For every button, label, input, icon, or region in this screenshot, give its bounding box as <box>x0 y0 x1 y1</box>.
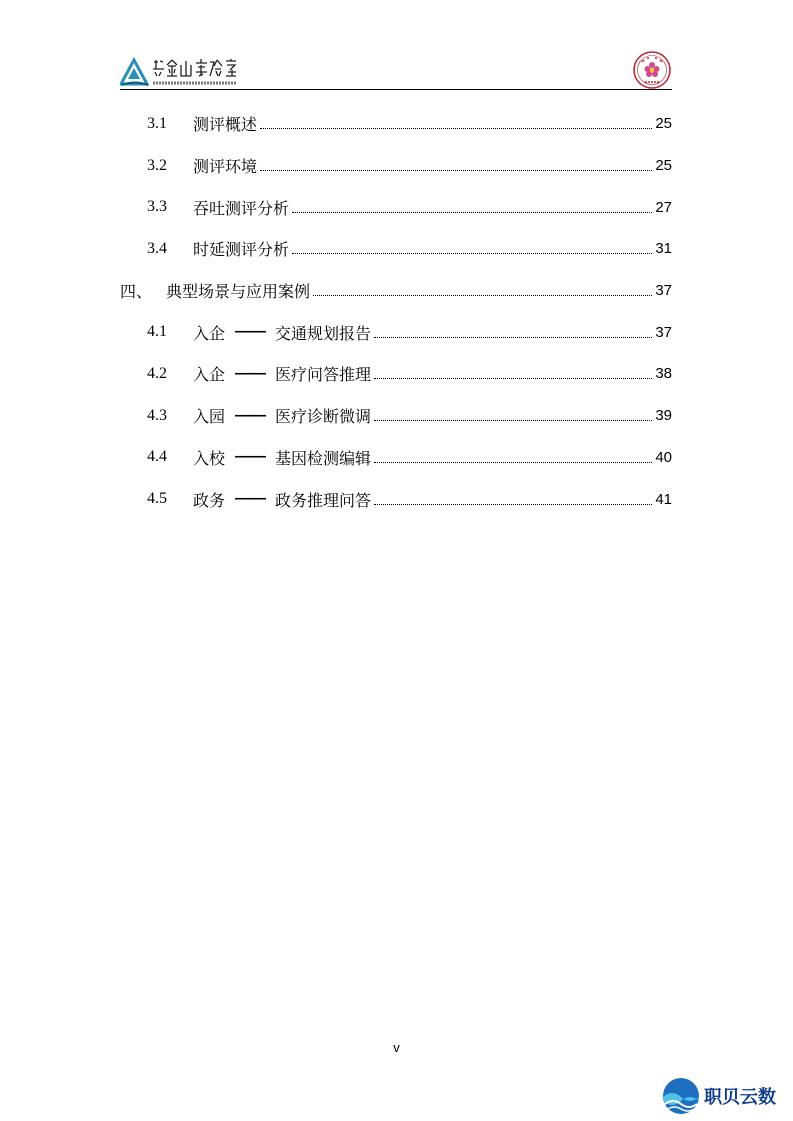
toc-entry-3-3[interactable] <box>120 186 672 228</box>
toc-number: 4.4 <box>147 448 167 466</box>
toc-page-number: 40 <box>655 448 672 466</box>
dot-leader <box>260 170 652 171</box>
dot-leader <box>374 337 652 338</box>
page-header <box>120 46 672 90</box>
toc-entry-4-4[interactable] <box>120 437 672 479</box>
toc-title: 测评概述 <box>193 115 258 135</box>
em-dash: —— <box>235 323 266 341</box>
toc-number: 4.2 <box>147 364 167 382</box>
toc-title: 时延测评分析 <box>193 240 290 260</box>
toc-title: 医疗诊断微调 <box>275 407 372 427</box>
watermark <box>662 1074 790 1118</box>
toc-entry-4-1[interactable] <box>120 311 672 353</box>
toc-label: 入企 <box>193 365 226 385</box>
toc-title: 医疗问答推理 <box>275 365 372 385</box>
toc-title: 典型场景与应用案例 <box>166 282 311 302</box>
toc-number: 3.2 <box>147 156 167 174</box>
toc-entry-4-5[interactable] <box>120 478 672 520</box>
header-rule <box>120 89 672 90</box>
toc-title: 政务推理问答 <box>275 490 372 510</box>
table-of-contents <box>120 103 672 520</box>
toc-title: 吞吐测评分析 <box>193 198 290 218</box>
dot-leader <box>374 462 652 463</box>
em-dash: —— <box>235 364 266 382</box>
toc-page-number: 39 <box>655 407 672 425</box>
toc-page-number: 37 <box>655 323 672 341</box>
dot-leader <box>313 295 652 296</box>
watermark-text: 职贝云数 <box>704 1087 776 1108</box>
toc-label: 入校 <box>193 448 226 468</box>
toc-entry-chapter-4[interactable] <box>120 270 672 312</box>
toc-label: 政务 <box>193 490 226 510</box>
toc-page-number: 38 <box>655 365 672 383</box>
toc-number: 3.4 <box>147 239 167 257</box>
page-number-footer: v <box>393 1040 400 1055</box>
toc-number: 4.1 <box>147 323 167 341</box>
toc-number: 4.5 <box>147 490 167 508</box>
toc-number: 3.1 <box>147 114 167 132</box>
dot-leader <box>260 128 652 129</box>
toc-entry-4-3[interactable] <box>120 395 672 437</box>
toc-page-number: 27 <box>655 198 672 216</box>
seal-icon <box>632 50 672 90</box>
em-dash: —— <box>235 490 266 508</box>
dot-leader <box>374 420 652 421</box>
dot-leader <box>374 378 652 379</box>
toc-number: 4.3 <box>147 406 167 424</box>
toc-number: 四、 <box>120 282 153 302</box>
em-dash: —— <box>235 448 266 466</box>
dot-leader <box>292 253 652 254</box>
em-dash: —— <box>235 406 266 424</box>
toc-entry-3-2[interactable] <box>120 145 672 187</box>
dot-leader <box>292 212 652 213</box>
toc-entry-3-1[interactable] <box>120 103 672 145</box>
toc-page-number: 41 <box>655 490 672 508</box>
toc-title: 测评环境 <box>193 157 258 177</box>
toc-page-number: 37 <box>655 282 672 300</box>
wave-globe-icon <box>662 1077 700 1115</box>
toc-label: 入企 <box>193 323 226 343</box>
toc-page-number: 25 <box>655 157 672 175</box>
toc-entry-3-4[interactable] <box>120 228 672 270</box>
toc-title: 交通规划报告 <box>275 323 372 343</box>
toc-number: 3.3 <box>147 198 167 216</box>
toc-title: 基因检测编辑 <box>275 448 372 468</box>
toc-page-number: 25 <box>655 115 672 133</box>
dot-leader <box>374 504 652 505</box>
toc-label: 入园 <box>193 407 226 427</box>
toc-page-number: 31 <box>655 240 672 258</box>
toc-entry-4-2[interactable] <box>120 353 672 395</box>
purple-mountain-logo <box>120 54 240 88</box>
